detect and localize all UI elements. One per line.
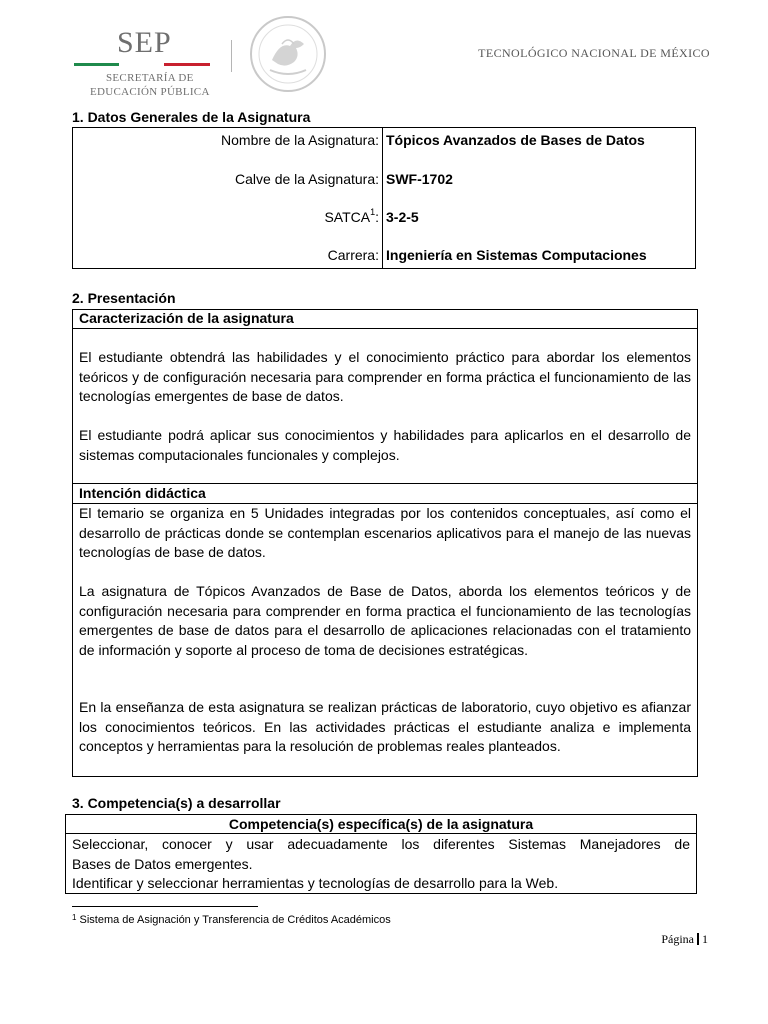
satca-value: 3-2-5 (386, 209, 419, 225)
competencias-body (72, 835, 690, 894)
general-data-row-clave (73, 171, 695, 191)
nombre-label: Nombre de la Asignatura: (221, 132, 379, 148)
footnote-mark: 1 (72, 913, 77, 922)
intencion-paragraph-2: La asignatura de Tópicos Avanzados de Base de Datos, aborda los elementos teóricos y de configuración necesaria para comprender en forma practica el funcionamiento de las tecnologías emergentes de base de datos para el desarrollo de aplicaciones relacionadas con el tratamiento de información y soporte al proceso de toma de decisiones estratégicas. (79, 583, 691, 658)
carrera-label: Carrera: (327, 247, 379, 263)
general-data-row-satca (73, 209, 695, 229)
intencion-title: Intención didáctica (79, 485, 206, 501)
footnote-rule (72, 906, 258, 907)
clave-label: Calve de la Asignatura: (235, 171, 379, 187)
section3-heading: 3. Competencia(s) a desarrollar (72, 795, 281, 811)
section2-heading: 2. Presentación (72, 290, 176, 306)
satca-label (324, 209, 379, 225)
satca-label-colon: : (375, 209, 379, 225)
footnote-text: Sistema de Asignación y Transferencia de Créditos Académicos (79, 914, 391, 926)
presentation-row-divider-1 (73, 328, 697, 329)
carrera-value: Ingeniería en Sistemas Computaciones (386, 247, 647, 263)
caracterizacion-paragraph-2: El estudiante podrá aplicar sus conocimientos y habilidades para aplicarlos en el desarrollo de sistemas computacionales funcionales y complejos. (79, 427, 691, 463)
page-separator-bar (697, 933, 699, 945)
presentation-table (72, 309, 698, 777)
institution-name: TECNOLÓGICO NACIONAL DE MÉXICO (478, 46, 710, 60)
sep-logo-subtitle-1: SECRETARÍA DE (106, 72, 194, 84)
competencias-row-divider (66, 833, 696, 834)
sep-logo-text: SEP (117, 26, 172, 59)
caracterizacion-paragraph-1: El estudiante obtendrá las habilidades y el conocimiento práctico para abordar los elementos teóricos y de configuración necesaria para comprender en forma práctica el funcionamiento de las tecnologías emergentes de base de datos. (79, 349, 691, 404)
presentation-row-divider-2 (73, 483, 697, 484)
satca-footnote-mark: 1 (370, 207, 376, 217)
competencia-line-2: Identificar y seleccionar herramientas y tecnologías de desarrollo para la Web. (72, 875, 559, 891)
page-label: Página (661, 932, 694, 946)
competencias-table-title: Competencia(s) específica(s) de la asignatura (228, 816, 534, 832)
header-divider (231, 40, 232, 72)
general-data-row-carrera (73, 247, 695, 267)
competencia-line-1b: Bases de Datos emergentes. (72, 855, 253, 872)
sep-logo-subtitle-2: EDUCACIÓN PÚBLICA (90, 86, 210, 98)
page-number: 1 (702, 932, 708, 946)
intencion-paragraph-1: El temario se organiza en 5 Unidades integradas por los contenidos conceptuales, así como el desarrollo de prácticas donde se contemplan escenarios aplicativos para el manejo de las nuevas tecnologías de base de datos. (79, 505, 691, 560)
satca-label-text: SATCA (324, 209, 371, 225)
competencias-table (65, 814, 697, 894)
page-footer (661, 932, 708, 947)
general-data-row-nombre (73, 132, 695, 152)
nombre-value: Tópicos Avanzados de Bases de Datos (386, 132, 645, 148)
caracterizacion-title: Caracterización de la asignatura (79, 310, 294, 326)
competencia-line-1a: Seleccionar, conocer y usar adecuadamente los diferentes Sistemas Manejadores de (72, 836, 690, 852)
intencion-paragraph-3: En la enseñanza de esta asignatura se realizan prácticas de laboratorio, cuyo objetivo es afianzar los conocimientos teóricos. En las actividades prácticas el estudiante analiza e implementa conceptos y herramientas para la resolución de problemas reales planteados. (79, 699, 691, 754)
general-data-table (72, 127, 696, 269)
footnote (72, 914, 391, 926)
clave-value: SWF-1702 (386, 171, 453, 187)
mexican-coat-of-arms-seal-icon (242, 14, 334, 94)
sep-logo-tricolor-line (74, 63, 210, 66)
section1-heading: 1. Datos Generales de la Asignatura (72, 109, 311, 125)
sep-logo (72, 22, 222, 98)
